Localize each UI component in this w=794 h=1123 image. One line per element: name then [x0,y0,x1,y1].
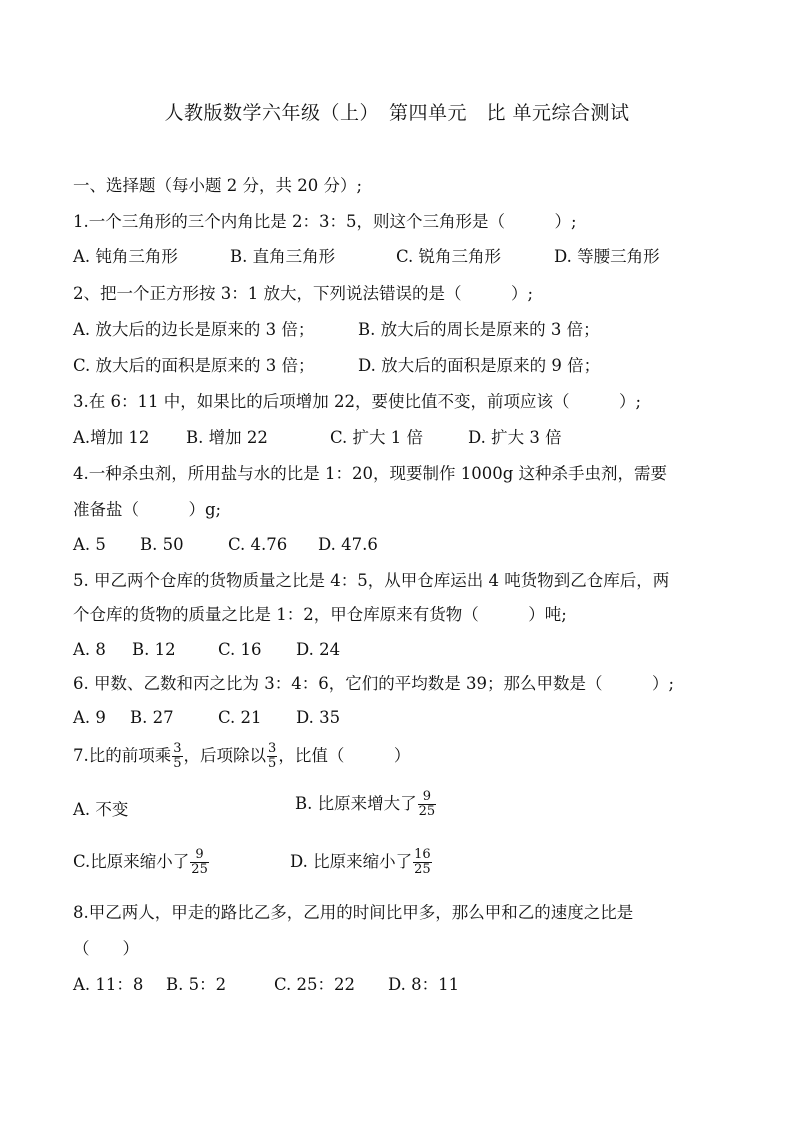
fraction-denominator: 25 [414,862,431,877]
fraction-nine-twentyfifths [418,790,437,819]
question-5-option-b: B. 12 [132,640,176,659]
question-7-option-b [295,790,437,819]
question-5-stem-line2: 个仓库的货物的质量之比是 1：2，甲仓库原来有货物（ ）吨; [73,605,567,624]
document-title: 人教版数学六年级（上） 第四单元 比 单元综合测试 [164,102,630,124]
question-7-option-b-text: B. 比原来增大了 [295,794,417,813]
question-4-stem-line2: 准备盐（ ）g; [73,500,222,519]
question-6-option-d: D. 35 [296,708,341,727]
question-6-option-b: B. 27 [130,708,174,727]
fraction-numerator: 3 [268,741,277,756]
question-5-option-a: A. 8 [73,640,106,659]
question-8-option-a: A. 11：8 [73,975,144,994]
question-3-option-b: B. 增加 22 [186,428,268,447]
question-7-option-a: A. 不变 [73,800,129,819]
question-4-option-b: B. 50 [140,535,184,554]
fraction-numerator: 16 [414,847,431,862]
fraction-numerator: 9 [190,848,209,863]
question-6-option-c: C. 21 [218,708,262,727]
fraction-sixteen-twentyfifths [413,848,432,877]
question-8-option-c: C. 25：22 [274,975,356,994]
question-1-option-b: B. 直角三角形 [230,247,336,266]
question-7-option-d-text: D. 比原来缩小了 [290,852,413,871]
question-7-stem [73,742,410,771]
question-2-option-c: C. 放大后的面积是原来的 3 倍； [73,356,315,375]
question-5-option-c: C. 16 [218,640,262,659]
fraction-denominator: 5 [173,756,182,771]
fraction-denominator: 25 [418,804,436,819]
question-6-stem: 6. 甲数、乙数和丙之比为 3：4：6，它们的平均数是 39；那么甲数是（ ）; [73,674,675,693]
question-3-stem: 3.在 6：11 中，如果比的后项增加 22，要使比值不变，前项应该（ ）; [73,392,642,411]
question-8-stem-line1: 8.甲乙两人，甲走的路比乙多，乙用的时间比甲多，那么甲和乙的速度之比是 [73,903,634,922]
question-8-option-d: D. 8：11 [388,975,460,994]
question-7-stem-part-c: ，比值（ ） [278,746,411,765]
question-2-stem: 2、把一个正方形按 3：1 放大，下列说法错误的是（ ）; [73,284,534,303]
question-7-option-d [290,848,433,877]
fraction-numerator: 3 [173,741,182,756]
fraction-denominator: 5 [268,756,277,771]
question-2-option-d: D. 放大后的面积是原来的 9 倍； [358,356,601,375]
question-2-option-b: B. 放大后的周长是原来的 3 倍； [358,320,600,339]
question-2-option-a: A. 放大后的边长是原来的 3 倍； [73,320,315,339]
fraction-denominator: 25 [191,862,208,877]
question-4-option-c: C. 4.76 [228,535,288,554]
question-3-option-a: A.增加 12 [73,428,150,447]
question-8-stem-line2: （ ） [73,939,139,958]
question-6-option-a: A. 9 [73,708,106,727]
section-heading: 一、选择题（每小题 2 分，共 20 分）; [73,176,363,195]
question-4-stem-line1: 4.一种杀虫剂，所用盐与水的比是 1：20，现要制作 1000g 这种杀手虫剂，需要 [73,464,668,483]
question-5-option-d: D. 24 [296,640,341,659]
question-8-option-b: B. 5：2 [166,975,227,994]
question-3-option-d: D. 扩大 3 倍 [468,428,562,447]
question-7-stem-part-b: ，后项除以 [183,746,267,765]
question-1-option-d: D. 等腰三角形 [554,247,660,266]
fraction-three-fifths [172,742,182,771]
question-1-stem: 1.一个三角形的三个内角比是 2：3：5，则这个三角形是（ ）; [73,212,577,231]
question-4-option-d: D. 47.6 [318,535,378,554]
question-7-option-c [73,848,210,877]
question-4-option-a: A. 5 [73,535,106,554]
fraction-nine-twentyfifths-2 [190,848,209,877]
question-3-option-c: C. 扩大 1 倍 [330,428,424,447]
fraction-numerator: 9 [418,790,437,805]
question-5-stem-line1: 5. 甲乙两个仓库的货物质量之比是 4：5，从甲仓库运出 4 吨货物到乙仓库后，两 [73,571,670,590]
question-7-stem-part-a: 7.比的前项乘 [73,746,172,765]
question-7-option-c-text: C.比原来缩小了 [73,852,190,871]
fraction-three-fifths-2 [267,742,277,771]
question-1-option-a: A. 钝角三角形 [73,247,178,266]
question-1-option-c: C. 锐角三角形 [396,247,502,266]
